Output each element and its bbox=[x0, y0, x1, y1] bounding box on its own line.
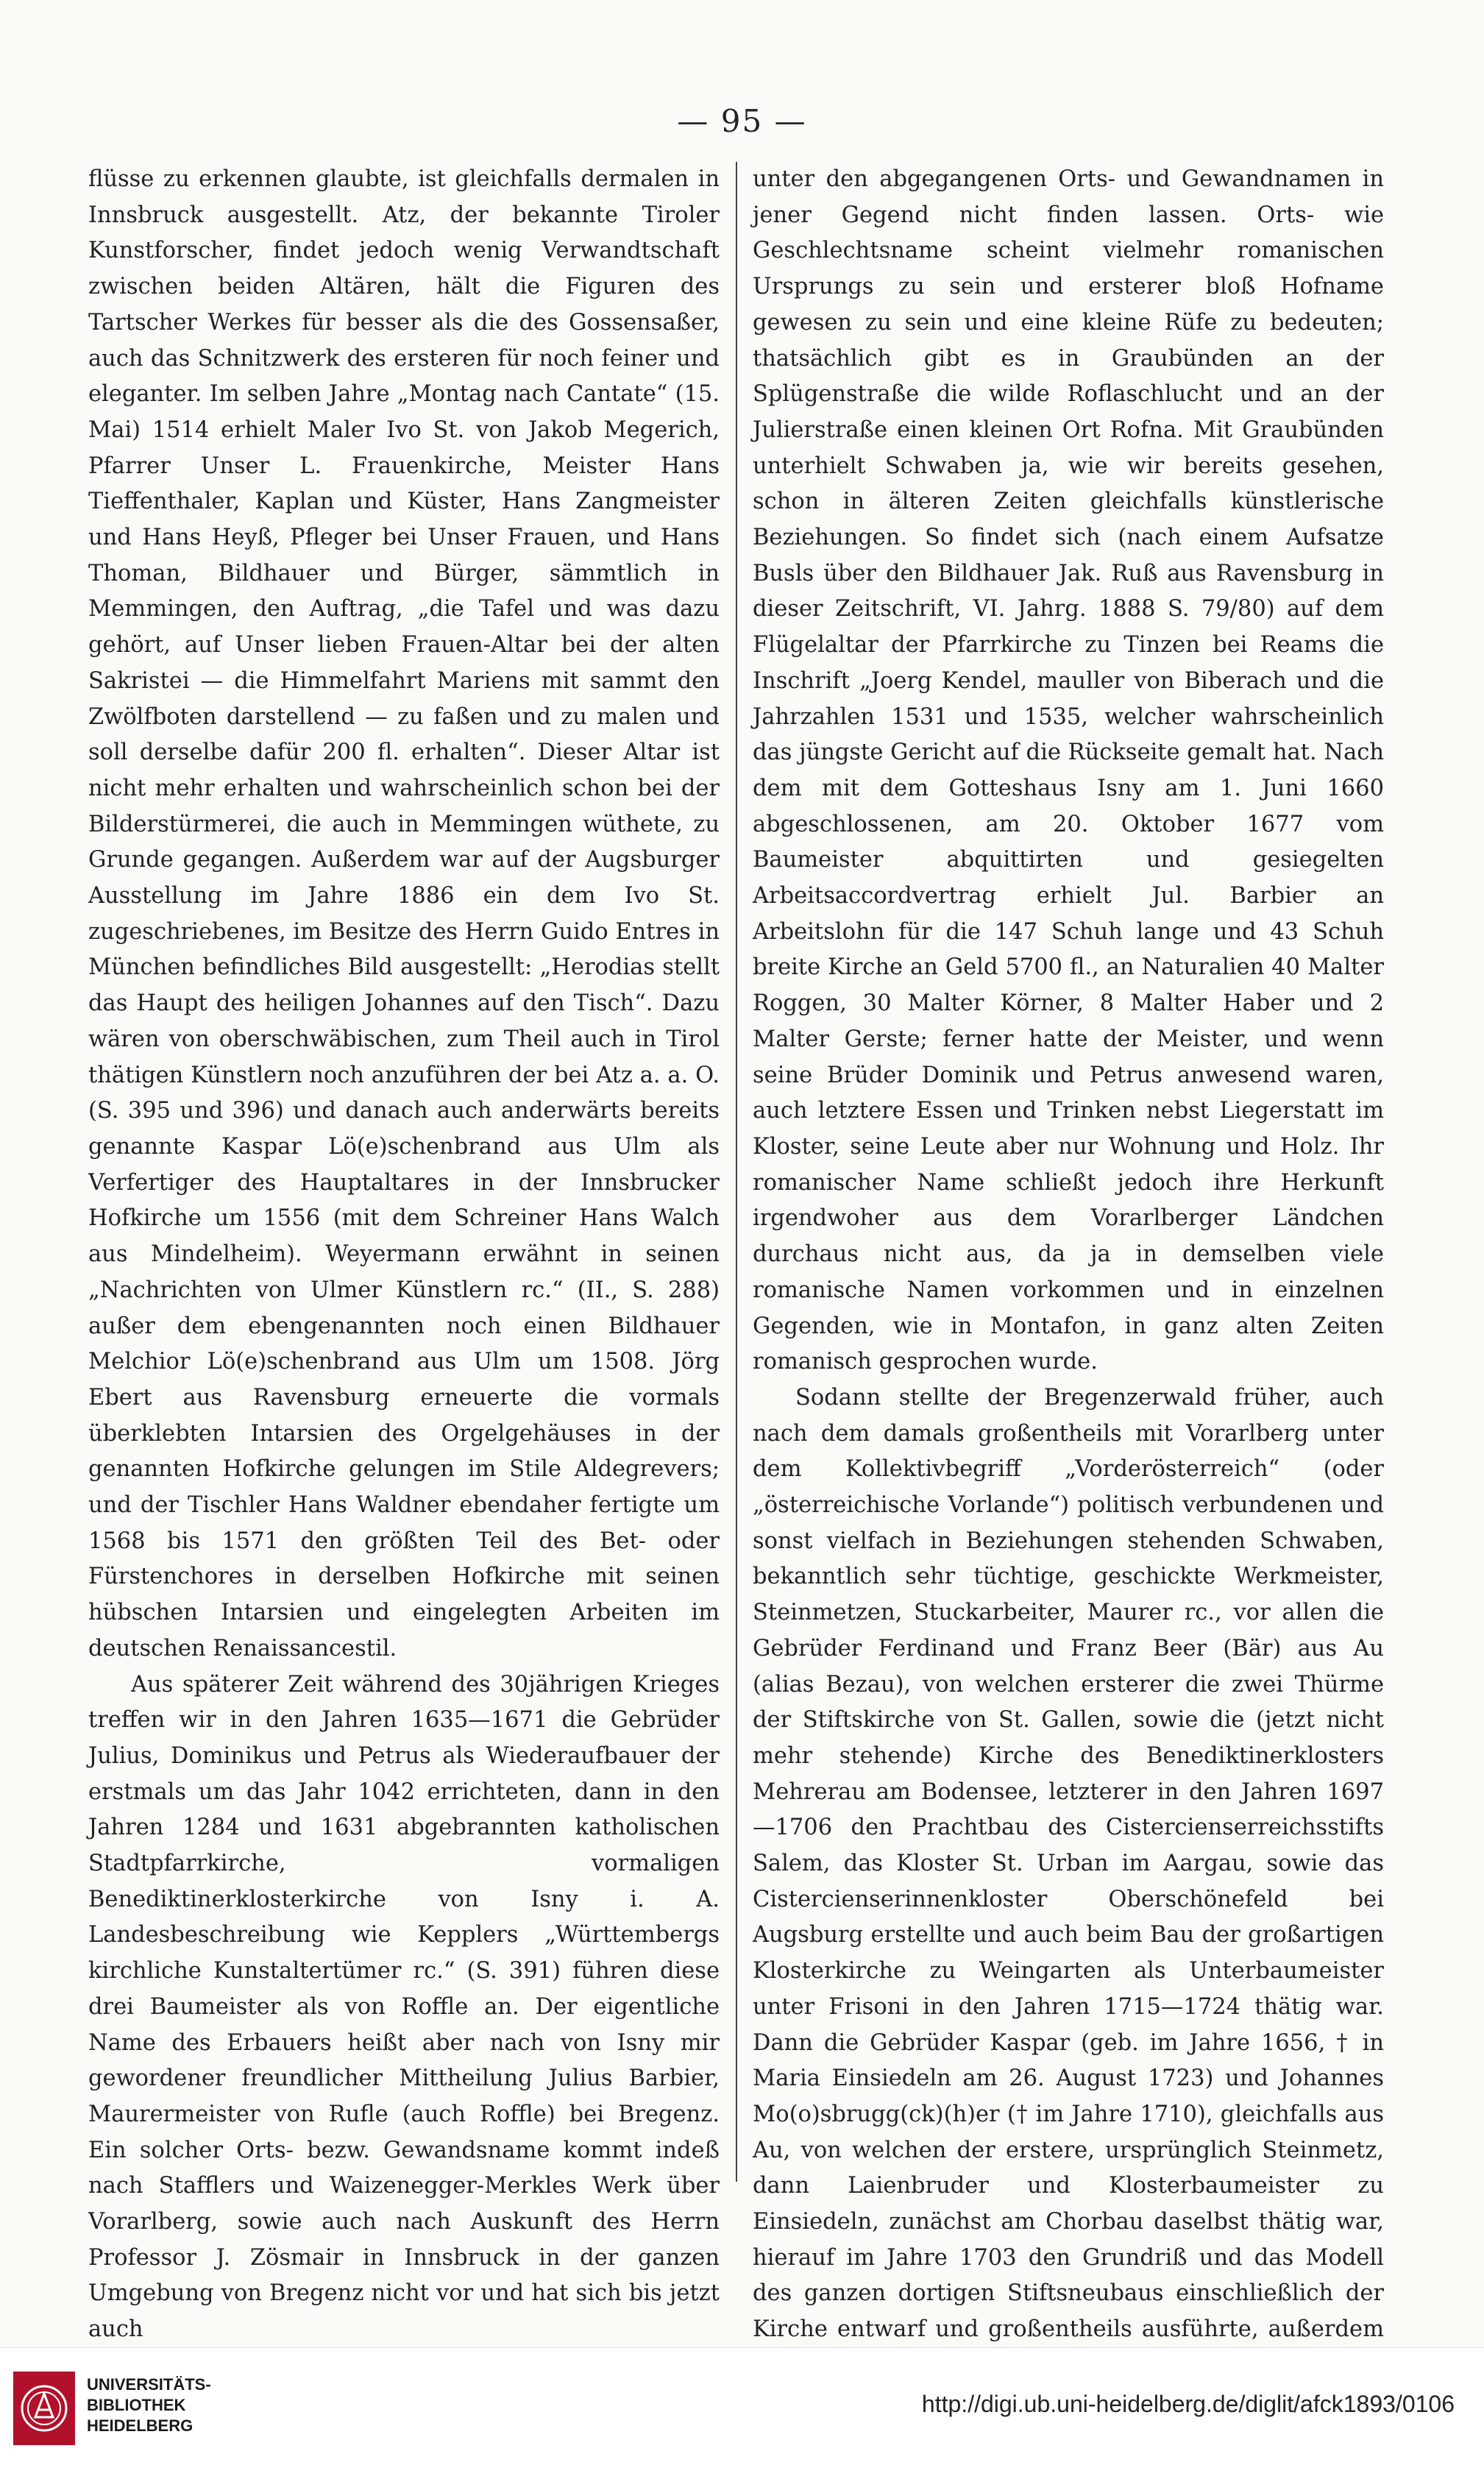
logo-line: BIBLIOTHEK bbox=[87, 2396, 186, 2414]
footer-bar bbox=[0, 2347, 1484, 2465]
university-seal-icon bbox=[13, 2372, 75, 2445]
paragraph: flüsse zu erkennen glaubte, ist gleichfalls dermalen in Innsbruck ausgestellt. Atz, der bekannte Tiroler Kunstforscher, findet jedoch wenig Verwandtschaft zwischen beiden Altären, hält die Figuren des Tartscher Werkes für besser als die des Gossensaßer, auch das Schnitzwerk des ersteren für noch feiner und eleganter. Im selben Jahre „Montag nach Cantate“ (15. Mai) 1514 erhielt Maler Ivo St. von Jakob Megerich, Pfarrer Unser L. Frauenkirche, Meister Hans Tieffenthaler, Kaplan und Küster, Hans Zangmeister und Hans Heyß, Pfleger bei Unser Frauen, und Hans Thoman, Bildhauer und Bürger, sämmtlich in Memmingen, den Auftrag, „die Tafel und was dazu gehört, auf Unser lieben Frauen-Altar bei der alten Sakristei — die Himmelfahrt Mariens mit sammt den Zwölfboten darstellend — zu faßen und zu malen und soll derselbe dafür 200 fl. erhalten“. Dieser Altar ist nicht mehr erhalten und wahrscheinlich schon bei der Bilderstürmerei, die auch in Memmingen wüthete, zu Grunde gegangen. Außerdem war auf der Augsburger Ausstellung im Jahre 1886 ein dem Ivo St. zugeschriebenes, im Besitze des Herrn Guido Entres in München befindliches Bild ausgestellt: „Herodias stellt das Haupt des heiligen Johannes auf den Tisch“. Dazu wären von oberschwäbischen, zum Theil auch in Tirol thätigen Künstlern noch anzuführen der bei Atz a. a. O. (S. 395 und 396) und danach auch anderwärts bereits genannte Kaspar Lö(e)schenbrand aus Ulm als Verfertiger des Hauptaltares in der Innsbrucker Hofkirche um 1556 (mit dem Schreiner Hans Walch aus Mindelheim). Weyermann erwähnt in seinen „Nachrichten von Ulmer Künstlern rc.“ (II., S. 288) außer dem ebengenannten noch einen Bildhauer Melchior Lö(e)schenbrand aus Ulm um 1508. Jörg Ebert aus Ravensburg erneuerte die vormals überklebten Intarsien des Orgelgehäuses in der genannten Hofkirche gelungen im Stile Aldegrevers; und der Tischler Hans Waldner ebendaher fertigte um 1568 bis 1571 den größten Teil des Bet- oder Fürstenchores in derselben Hofkirche mit seinen hübschen Intarsien und eingelegten Arbeiten im deutschen Renaissancestil. bbox=[88, 166, 720, 1661]
column-divider bbox=[736, 162, 737, 2182]
page-number: — 95 — bbox=[677, 103, 807, 139]
left-column bbox=[88, 162, 720, 2348]
right-column bbox=[753, 162, 1384, 2384]
logo-line: HEIDELBERG bbox=[87, 2416, 194, 2435]
paragraph: unter den abgegangenen Orts- und Gewandnamen in jener Gegend nicht finden lassen. Orts- wie Geschlechtsname scheint vielmehr romanischen Ursprungs zu sein und ersterer bloß Hofname gewesen zu sein und eine kleine Rüfe zu bedeuten; thatsächlich gibt es in Graubünden an der Splügenstraße die wilde Roflaschlucht und an der Julierstraße einen kleinen Ort Rofna. Mit Graubünden unterhielt Schwaben ja, wie wir bereits gesehen, schon in älteren Zeiten gleichfalls künstlerische Beziehungen. So findet sich (nach einem Aufsatze Busls über den Bildhauer Jak. Ruß aus Ravensburg in dieser Zeitschrift, VI. Jahrg. 1888 S. 79/80) auf dem Flügelaltar der Pfarrkirche zu Tinzen bei Reams die Inschrift „Joerg Kendel, mauller von Biberach und die Jahrzahlen 1531 und 1535, welcher wahrscheinlich das jüngste Gericht auf die Rückseite gemalt hat. Nach dem mit dem Gotteshaus Isny am 1. Juni 1660 abgeschlossenen, am 20. Oktober 1677 vom Baumeister abquittirten und gesiegelten Arbeitsaccordvertrag erhielt Jul. Barbier an Arbeitslohn für die 147 Schuh lange und 43 Schuh breite Kirche an Geld 5700 fl., an Naturalien 40 Malter Roggen, 30 Malter Körner, 8 Malter Haber und 2 Malter Gerste; ferner hatte der Meister, und wenn seine Brüder Dominik und Petrus anwesend waren, auch letztere Essen und Trinken nebst Liegerstatt im Kloster, seine Leute aber nur Wohnung und Holz. Ihr romanischer Name schließt jedoch ihre Herkunft irgendwoher aus dem Vorarlberger Ländchen durchaus nicht aus, da ja in demselben viele romanische Namen vorkommen und in einzelnen Gegenden, wie in Montafon, in ganz alten Zeiten romanisch gesprochen wurde. bbox=[753, 166, 1384, 1375]
text-columns bbox=[88, 162, 1391, 2343]
paragraph: Sodann stellte der Bregenzerwald früher, auch nach dem damals großentheils mit Vorarlberg unter dem Kollektivbegriff „Vorderösterreich“ (oder „österreichische Vorlande“) politisch verbundenen und sonst vielfach in Beziehungen stehenden Schwaben, bekanntlich sehr tüchtige, geschickte Werkmeister, Steinmetzen, Stuckarbeiter, Maurer rc., vor allen die Gebrüder Ferdinand und Franz Beer (Bär) aus Au (alias Bezau), von welchen ersterer die zwei Thürme der Stiftskirche von St. Gallen, sowie die (jetzt nicht mehr stehende) Kirche des Benediktinerklosters Mehrerau am Bodensee, letzterer in den Jahren 1697—1706 den Prachtbau des Cistercienserreichsstifts Salem, das Kloster St. Urban im Aargau, sowie das Cistercienserinnenkloster Oberschönefeld bei Augsburg erstellte und auch beim Bau der großartigen Klosterkirche zu Weingarten als Unterbaumeister unter Frisoni in den Jahren 1715—1724 thätig war. Dann die Gebrüder Kaspar (geb. im Jahre 1656, † in Maria Einsiedeln am 26. August 1723) und Johannes Mo(o)sbrugg(ck)(h)er († im Jahre 1710), gleichfalls aus Au, von welchen der erstere, ursprünglich Steinmetz, dann Laienbruder und Klosterbaumeister zu Einsiedeln, zunächst am Chorbau daselbst thätig war, hierauf im Jahre 1703 den Grundriß und das Modell des ganzen dortigen Stiftsneubaus einschließlich der Kirche entwarf und großentheils ausführte, außerdem bbox=[753, 1384, 1384, 2343]
logo-text bbox=[87, 2374, 211, 2436]
paragraph: Aus späterer Zeit während des 30jährigen Krieges treffen wir in den Jahren 1635—1671 die Gebrüder Julius, Dominikus und Petrus als Wiederaufbauer der erstmals um das Jahr 1042 errichteten, dann in den Jahren 1284 und 1631 abgebrannten katholischen Stadtpfarrkirche, vormaligen Benediktinerklosterkirche von Isny i. A. Landesbeschreibung wie Kepplers „Württembergs kirchliche Kunstaltertümer rc.“ (S. 391) führen diese drei Baumeister als von Roffle an. Der eigentliche Name des Erbauers heißt aber nach von Isny mir gewordener freundlicher Mittheilung Julius Barbier, Maurermeister von Rufle (auch Roffle) bei Bregenz. Ein solcher Orts- bezw. Gewandsname kommt indeß nach Stafflers und Waizenegger-Merkles Werk über Vorarlberg, sowie auch nach Auskunft des Herrn Professor J. Zösmair in Innsbruck in der ganzen Umgebung von Bregenz nicht vor und hat sich bis jetzt auch bbox=[88, 1671, 720, 2343]
library-logo[interactable] bbox=[13, 2367, 211, 2448]
logo-line: UNIVERSITÄTS- bbox=[87, 2375, 211, 2394]
document-url-link[interactable]: http://digi.ub.uni-heidelberg.de/diglit/afck1893/0106 bbox=[921, 2391, 1455, 2417]
